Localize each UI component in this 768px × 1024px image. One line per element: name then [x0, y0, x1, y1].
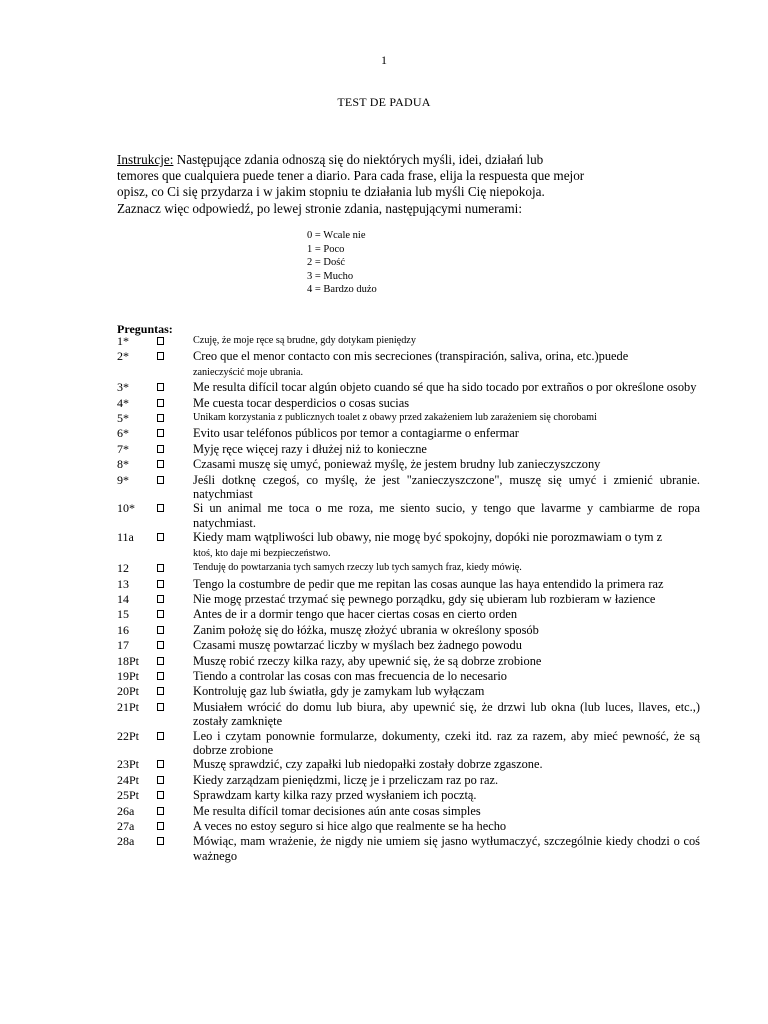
- question-number: 7*: [117, 441, 129, 456]
- question-text: [193, 426, 700, 440]
- question-text: [193, 757, 700, 771]
- question-number: 27a: [117, 819, 135, 833]
- question-text-main: Me resulta difícil tomar decisiones aún ante cosas simples: [193, 803, 481, 818]
- question-text: [193, 473, 700, 502]
- instructions-label: Instrukcje:: [117, 152, 174, 167]
- question-number: 28a: [117, 834, 135, 849]
- question-text-main: Tenduję do powtarzania tych samych rzeczy lub tych samych fraz, kiedy mówię.: [193, 562, 522, 574]
- answer-box-cell: [157, 834, 193, 849]
- answer-box-cell: [157, 700, 193, 715]
- answer-box[interactable]: [157, 791, 164, 799]
- question-number: 16: [117, 622, 129, 637]
- question-row: [117, 623, 700, 638]
- answer-box[interactable]: [157, 732, 164, 740]
- question-number: 11a: [117, 530, 134, 545]
- question-number: 25Pt: [117, 788, 140, 803]
- answer-box-cell: [157, 804, 193, 819]
- question-number: 4*: [117, 395, 129, 410]
- question-number: 20Pt: [117, 684, 140, 699]
- answer-box-cell: [157, 396, 193, 411]
- answer-box[interactable]: [157, 822, 164, 830]
- answer-box[interactable]: [157, 703, 164, 711]
- page-title: TEST DE PADUA: [337, 95, 431, 109]
- question-number: 19Pt: [117, 668, 140, 683]
- answer-box[interactable]: [157, 580, 164, 588]
- answer-box[interactable]: [157, 776, 164, 784]
- question-number: 12: [117, 561, 129, 576]
- answer-box-cell: [157, 669, 193, 684]
- instructions-paragraph: [117, 152, 655, 217]
- question-text-main: Unikam korzystania z publicznych toalet z obawy przed zakażeniem lub zarażeniem się chorobami: [193, 412, 597, 424]
- question-number: 2*: [117, 349, 129, 364]
- question-text: [193, 380, 700, 394]
- answer-box-cell: [157, 788, 193, 803]
- answer-box[interactable]: [157, 429, 164, 437]
- question-text-main: Evito usar teléfonos públicos por temor a contagiarme o enfermar: [193, 426, 519, 441]
- answer-scale: [307, 229, 377, 297]
- answer-box[interactable]: [157, 837, 164, 845]
- question-row: [117, 426, 700, 441]
- question-text-main: Tengo la costumbre de pedir que me repitan las cosas aunque las haya entendido la primera raz: [193, 576, 664, 591]
- question-number: 21Pt: [117, 699, 140, 714]
- question-text: [193, 669, 700, 683]
- answer-box-cell: [157, 684, 193, 699]
- question-row: [117, 654, 700, 669]
- answer-box[interactable]: [157, 476, 164, 484]
- answer-box-cell: [157, 530, 193, 545]
- question-text: [193, 834, 700, 863]
- question-text: [193, 457, 700, 471]
- question-text-continuation: zanieczyścić moje ubrania.: [193, 366, 304, 378]
- answer-box-cell: [157, 501, 193, 516]
- answer-box[interactable]: [157, 337, 164, 345]
- question-row: [117, 834, 700, 863]
- question-number: 23Pt: [117, 757, 140, 772]
- answer-box[interactable]: [157, 399, 164, 407]
- question-text: [193, 530, 700, 561]
- question-text: [193, 804, 700, 818]
- question-row: [117, 396, 700, 411]
- question-text-main: Czasami muszę powtarzać liczby w myślach bez żadnego powodu: [193, 638, 522, 653]
- answer-box[interactable]: [157, 445, 164, 453]
- answer-box-cell: [157, 380, 193, 395]
- question-row: [117, 819, 700, 834]
- answer-box[interactable]: [157, 626, 164, 634]
- question-text-main: Me resulta difícil tocar algún objeto cuando sé que ha sido tocado por extraños o por określone osoby: [193, 380, 697, 395]
- question-number: 24Pt: [117, 772, 140, 787]
- answer-box-cell: [157, 411, 193, 426]
- question-text: [193, 561, 700, 575]
- question-text-continuation: ktoś, kto daje mi bezpieczeństwo.: [193, 547, 331, 559]
- question-number: 8*: [117, 457, 129, 472]
- answer-box[interactable]: [157, 504, 164, 512]
- question-row: [117, 757, 700, 772]
- question-text-main: Antes de ir a dormir tengo que hacer ciertas cosas en cierto orden: [193, 607, 518, 622]
- question-row: [117, 684, 700, 699]
- question-text-main: Nie mogę przestać trzymać się pewnego porządku, gdy się ubieram lub rozbieram w łazience: [193, 591, 656, 606]
- question-row: [117, 577, 700, 592]
- question-row: [117, 607, 700, 622]
- question-text-main: Sprawdzam karty kilka razy przed wysłaniem ich pocztą.: [193, 788, 477, 803]
- question-number: 18Pt: [117, 653, 140, 668]
- answer-box[interactable]: [157, 760, 164, 768]
- page-number: 1: [381, 53, 387, 67]
- question-row: [117, 334, 700, 349]
- question-list: [117, 334, 700, 863]
- question-text-main: Jeśli dotknę czegoś, co myślę, że jest "zanieczyszczone", muszę się umyć i zmienić ubranie. natychmiast: [193, 472, 700, 502]
- question-text: [193, 577, 700, 591]
- answer-box-cell: [157, 819, 193, 834]
- answer-box-cell: [157, 773, 193, 788]
- question-number: 14: [117, 591, 129, 606]
- scale-item-3: 3 = Mucho: [307, 270, 354, 282]
- answer-box[interactable]: [157, 352, 164, 360]
- question-row: [117, 349, 700, 380]
- answer-box-cell: [157, 607, 193, 622]
- answer-box-cell: [157, 426, 193, 441]
- question-text-main: A veces no estoy seguro si hice algo que realmente se ha hecho: [193, 819, 507, 833]
- question-text-main: Musiałem wrócić do domu lub biura, aby upewnić się, że drzwi lub okna (lub luces, llaves, etc.,) zostały zamknięte: [193, 699, 700, 729]
- answer-box-cell: [157, 654, 193, 669]
- answer-box[interactable]: [157, 687, 164, 695]
- question-number: 15: [117, 607, 129, 622]
- question-text-main: Creo que el menor contacto con mis secreciones (transpiración, saliva, orina, etc.)puede: [193, 349, 629, 364]
- scale-item-1: 1 = Poco: [307, 243, 345, 255]
- question-row: [117, 457, 700, 472]
- question-text-main: Czasami muszę się umyć, ponieważ myślę, że jestem brudny lub zanieczyszczony: [193, 457, 601, 472]
- question-text-main: Me cuesta tocar desperdicios o cosas sucias: [193, 395, 410, 410]
- question-row: [117, 773, 700, 788]
- question-text-main: Kiedy mam wątpliwości lub obawy, nie mogę być spokojny, dopóki nie porozmawiam o tym z: [193, 530, 663, 545]
- question-row: [117, 804, 700, 819]
- question-text: [193, 700, 700, 729]
- question-row: [117, 788, 700, 803]
- question-text-main: Mówiąc, mam wrażenie, że nigdy nie umiem się jasno wytłumaczyć, szczególnie kiedy chodzi o coś ważnego: [193, 834, 700, 863]
- question-text: [193, 638, 700, 652]
- scale-item-2: 2 = Dość: [307, 257, 346, 268]
- question-number: 9*: [117, 472, 129, 487]
- answer-box[interactable]: [157, 657, 164, 665]
- question-text: [193, 411, 700, 425]
- question-text-main: Zanim położę się do łóżka, muszę złożyć ubrania w określony sposób: [193, 622, 539, 637]
- question-row: [117, 638, 700, 653]
- answer-box-cell: [157, 638, 193, 653]
- question-text: [193, 349, 700, 380]
- question-row: [117, 380, 700, 395]
- question-text-main: Si un animal me toca o me roza, me siento sucio, y tengo que lavarme y cambiarme de ropa natychmiast.: [193, 501, 700, 530]
- answer-box[interactable]: [157, 595, 164, 603]
- question-number: 6*: [117, 426, 129, 441]
- scale-item-0: 0 = Wcale nie: [307, 230, 366, 241]
- question-number: 26a: [117, 803, 135, 818]
- answer-box[interactable]: [157, 610, 164, 618]
- question-row: [117, 592, 700, 607]
- question-text-main: Myję ręce więcej razy i dłużej niż to konieczne: [193, 441, 427, 456]
- question-text-main: Kiedy zarządzam pieniędzmi, liczę je i przeliczam raz po raz.: [193, 772, 499, 787]
- instructions-line-2: temores que cualquiera puede tener a diario. Para cada frase, elija la respuesta que mejor: [117, 168, 585, 184]
- question-text: [193, 729, 700, 758]
- answer-box-cell: [157, 457, 193, 472]
- answer-box[interactable]: [157, 807, 164, 815]
- question-text: [193, 501, 700, 530]
- question-row: [117, 530, 700, 561]
- answer-box-cell: [157, 442, 193, 457]
- question-text: [193, 396, 700, 410]
- question-number: 22Pt: [117, 728, 140, 743]
- answer-box[interactable]: [157, 414, 164, 422]
- question-text: [193, 819, 700, 833]
- question-text-main: Muszę robić rzeczy kilka razy, aby upewnić się, że są dobrze zrobione: [193, 653, 542, 668]
- answer-box-cell: [157, 473, 193, 488]
- question-text-main: Tiendo a controlar las cosas con mas frecuencia de lo necesario: [193, 668, 508, 683]
- answer-box[interactable]: [157, 672, 164, 680]
- question-row: [117, 561, 700, 576]
- answer-box-cell: [157, 561, 193, 576]
- answer-box-cell: [157, 334, 193, 349]
- question-number: 10*: [117, 501, 135, 516]
- question-text: [193, 773, 700, 787]
- question-text: [193, 592, 700, 606]
- question-row: [117, 442, 700, 457]
- question-text: [193, 442, 700, 456]
- answer-box-cell: [157, 623, 193, 638]
- answer-box[interactable]: [157, 533, 164, 541]
- question-row: [117, 729, 700, 758]
- question-number: 17: [117, 638, 129, 653]
- question-text-main: Muszę sprawdzić, czy zapałki lub niedopałki zostały dobrze zgaszone.: [193, 757, 543, 772]
- instructions-line-1: Następujące zdania odnoszą się do niektórych myśli, idei, działań lub: [173, 152, 544, 167]
- instructions-line-3: opisz, co Ci się przydarza i w jakim stopniu te działania lub myśli Cię niepokoja.: [117, 184, 545, 200]
- instructions-line-4: Zaznacz więc odpowiedź, po lewej stronie zdania, następującymi numerami:: [117, 200, 522, 216]
- question-text: [193, 623, 700, 637]
- question-row: [117, 411, 700, 426]
- preguntas-heading: Preguntas:: [117, 322, 173, 336]
- question-number: 3*: [117, 380, 129, 395]
- question-row: [117, 669, 700, 684]
- answer-box[interactable]: [157, 383, 164, 391]
- scale-item-4: 4 = Bardzo dużo: [307, 284, 377, 295]
- answer-box-cell: [157, 729, 193, 744]
- answer-box-cell: [157, 577, 193, 592]
- question-number: 1*: [117, 334, 129, 348]
- answer-box-cell: [157, 349, 193, 364]
- answer-box[interactable]: [157, 641, 164, 649]
- question-number: 13: [117, 576, 129, 591]
- question-number: 5*: [117, 411, 129, 426]
- question-text-main: Czuję, że moje ręce są brudne, gdy dotykam pieniędzy: [193, 335, 416, 346]
- answer-box-cell: [157, 757, 193, 772]
- question-text: [193, 654, 700, 668]
- question-text-main: Kontroluję gaz lub światła, gdy je zamykam lub wyłączam: [193, 684, 485, 699]
- question-text-main: Leo i czytam ponownie formularze, dokumenty, czeki itd. raz za razem, aby mieć pewność, że są dobrze zrobione: [193, 728, 700, 757]
- answer-box[interactable]: [157, 564, 164, 572]
- question-text: [193, 607, 700, 621]
- question-text: [193, 788, 700, 802]
- question-row: [117, 700, 700, 729]
- question-text: [193, 684, 700, 698]
- question-row: [117, 473, 700, 502]
- answer-box-cell: [157, 592, 193, 607]
- question-row: [117, 501, 700, 530]
- question-text: [193, 334, 700, 348]
- answer-box[interactable]: [157, 460, 164, 468]
